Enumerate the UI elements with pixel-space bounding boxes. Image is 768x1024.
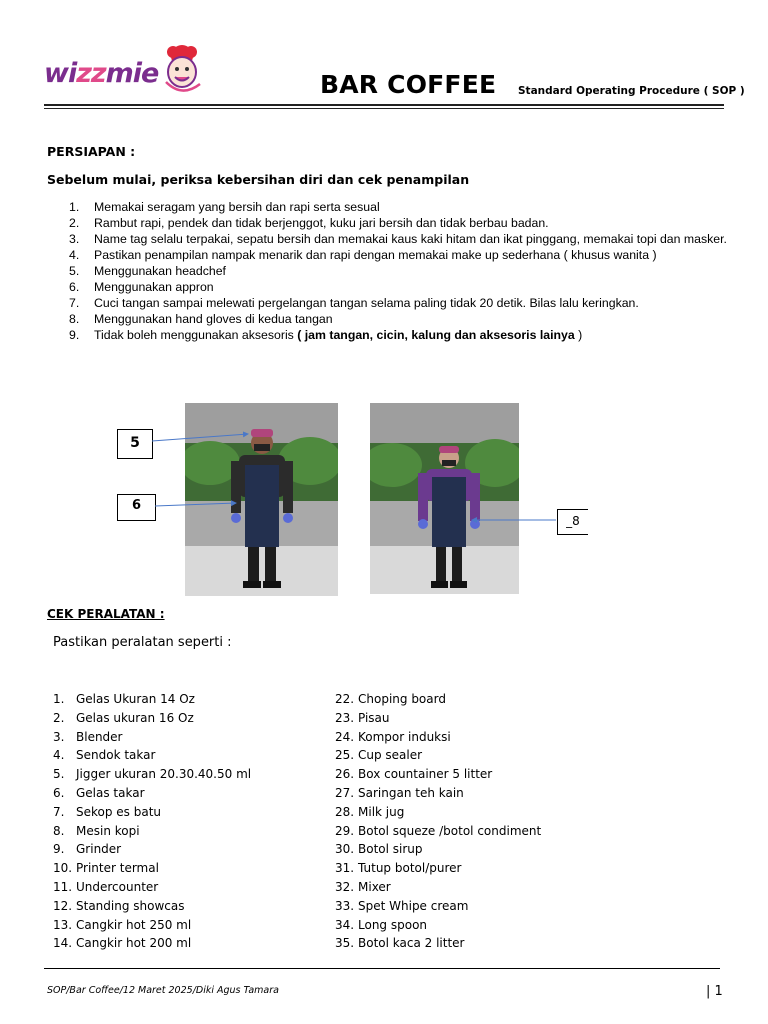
- document-subtitle: Standard Operating Procedure ( SOP ): [518, 85, 745, 97]
- logo-wordmark: wizzmie: [44, 58, 159, 89]
- list-item: 6. Menggunakan appron: [69, 280, 214, 294]
- list-item: 25. Cup sealer: [335, 748, 423, 763]
- list-item: 6. Gelas takar: [53, 785, 145, 800]
- page-number: | 1: [706, 984, 723, 999]
- list-item: 35. Botol kaca 2 litter: [335, 936, 465, 951]
- peralatan-intro: Pastikan peralatan seperti :: [53, 635, 232, 650]
- list-item: 1. Memakai seragam yang bersih dan rapi serta sesual: [69, 200, 380, 214]
- persiapan-label: PERSIAPAN :: [47, 144, 136, 159]
- list-item: 8. Mesin kopi: [53, 823, 140, 838]
- list-item: 2. Gelas ukuran 16 Oz: [53, 710, 194, 725]
- list-item: 5. Jigger ukuran 20.30.40.50 ml: [53, 767, 252, 782]
- list-item: 9. Tidak boleh menggunakan aksesoris ( jam tangan, cicin, kalung dan aksesoris lainya ): [69, 328, 583, 342]
- list-item: 32. Mixer: [335, 879, 391, 894]
- list-item: 4. Sendok takar: [53, 748, 156, 763]
- list-item: 7. Cuci tangan sampai melewati pergelangan tangan selama paling tidak 20 detik. Bilas lalu keringkan.: [69, 296, 639, 310]
- list-item: 3. Blender: [53, 729, 123, 744]
- list-item: 29. Botol squeze /botol condiment: [335, 823, 542, 838]
- callout-6: 6: [117, 494, 156, 521]
- equipment-list-right: [335, 690, 541, 953]
- peralatan-label: CEK PERALATAN :: [47, 607, 165, 621]
- list-item: 5. Menggunakan headchef: [69, 264, 226, 278]
- callout-5: 5: [117, 429, 153, 459]
- list-item: 11. Undercounter: [53, 879, 159, 894]
- list-item: 7. Sekop es batu: [53, 804, 162, 819]
- list-item: 9. Grinder: [53, 842, 122, 857]
- list-item: 14. Cangkir hot 200 ml: [53, 936, 192, 951]
- list-item: 26. Box countainer 5 litter: [335, 767, 493, 782]
- list-item: 34. Long spoon: [335, 917, 428, 932]
- list-item: 30. Botol sirup: [335, 842, 423, 857]
- equipment-list-left: [53, 690, 251, 953]
- footer-text: SOP/Bar Coffee/12 Maret 2025/Diki Agus Tamara: [47, 985, 279, 996]
- list-item: 4. Pastikan penampilan nampak menarik dan rapi dengan memakai make up sederhana ( khusus wanita ): [69, 248, 657, 262]
- list-item: 33. Spet Whipe cream: [335, 898, 469, 913]
- list-item: 10. Printer termal: [53, 861, 159, 876]
- callout-8: _8: [557, 509, 588, 535]
- list-item: 31. Tutup botol/purer: [335, 861, 462, 876]
- footer-rule: [44, 968, 720, 969]
- list-item: 1. Gelas Ukuran 14 Oz: [53, 692, 195, 706]
- list-item: 28. Milk jug: [335, 804, 405, 819]
- list-item: 23. Pisau: [335, 710, 390, 725]
- list-item: 27. Saringan teh kain: [335, 785, 464, 800]
- list-item: 8. Menggunakan hand gloves di kedua tangan: [69, 312, 333, 326]
- list-item: 22. Choping board: [335, 692, 446, 706]
- list-item: 2. Rambut rapi, pendek dan tidak berjenggot, kuku jari bersih dan tidak berbau badan.: [69, 216, 549, 230]
- list-item: 13. Cangkir hot 250 ml: [53, 917, 192, 932]
- list-item: 24. Kompor induksi: [335, 729, 451, 744]
- persiapan-intro: Sebelum mulai, periksa kebersihan diri dan cek penampilan: [47, 172, 470, 187]
- list-item: 3. Name tag selalu terpakai, sepatu bersih dan memakai kaus kaki hitam dan ikat pinggang, memakai topi dan masker.: [69, 232, 727, 246]
- list-item: 12. Standing showcas: [53, 898, 185, 913]
- document-title: BAR COFFEE: [320, 70, 497, 99]
